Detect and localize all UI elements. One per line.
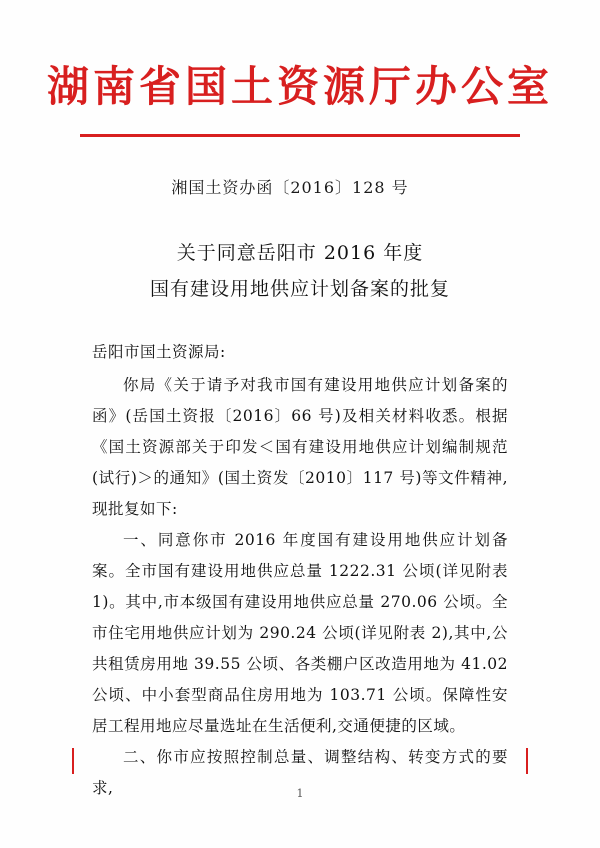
page-edge-mark-right	[526, 748, 528, 774]
body-paragraph: 你局《关于请予对我市国有建设用地供应计划备案的函》(岳国土资报〔2016〕66 号)及相关材料收悉。根据《国土资源部关于印发＜国有建设用地供应计划编制规范(试行)＞的通知》(国土资发〔2010〕117 号)等文件精神,现批复如下:	[92, 375, 508, 518]
salutation: 岳阳市国土资源局:	[92, 342, 226, 361]
body-paragraph: 二、你市应按照控制总量、调整结构、转变方式的要求,	[92, 747, 508, 797]
document-body	[92, 337, 508, 804]
issuing-authority-title: 湖南省国土资源厅办公室	[46, 62, 553, 111]
page-number: 1	[296, 787, 304, 800]
document-title-line-2: 国有建设用地供应计划备案的批复	[149, 277, 450, 300]
masthead	[0, 0, 600, 137]
document-number: 湘国土资办函〔2016〕128 号	[171, 178, 409, 198]
document-title-line-1: 关于同意岳阳市 2016 年度	[176, 242, 424, 265]
document-title	[0, 236, 600, 306]
masthead-divider	[80, 134, 520, 137]
page-edge-mark-left	[72, 748, 74, 774]
body-paragraph: 一、同意你市 2016 年度国有建设用地供应计划备案。全市国有建设用地供应总量 1222.31 公顷(详见附表 1)。其中,市本级国有建设用地供应总量 270.06 公顷。全市住宅用地供应计划为 290.24 公顷(详见附表 2),其中,公共租赁房用地 39.55 公顷、各类棚户区改造用地为 41.02 公顷、中小套型商品住房用地为 103.71 公顷。保障性安居工程用地应尽量选址在生活便利,交通便捷的区域。	[92, 530, 508, 735]
